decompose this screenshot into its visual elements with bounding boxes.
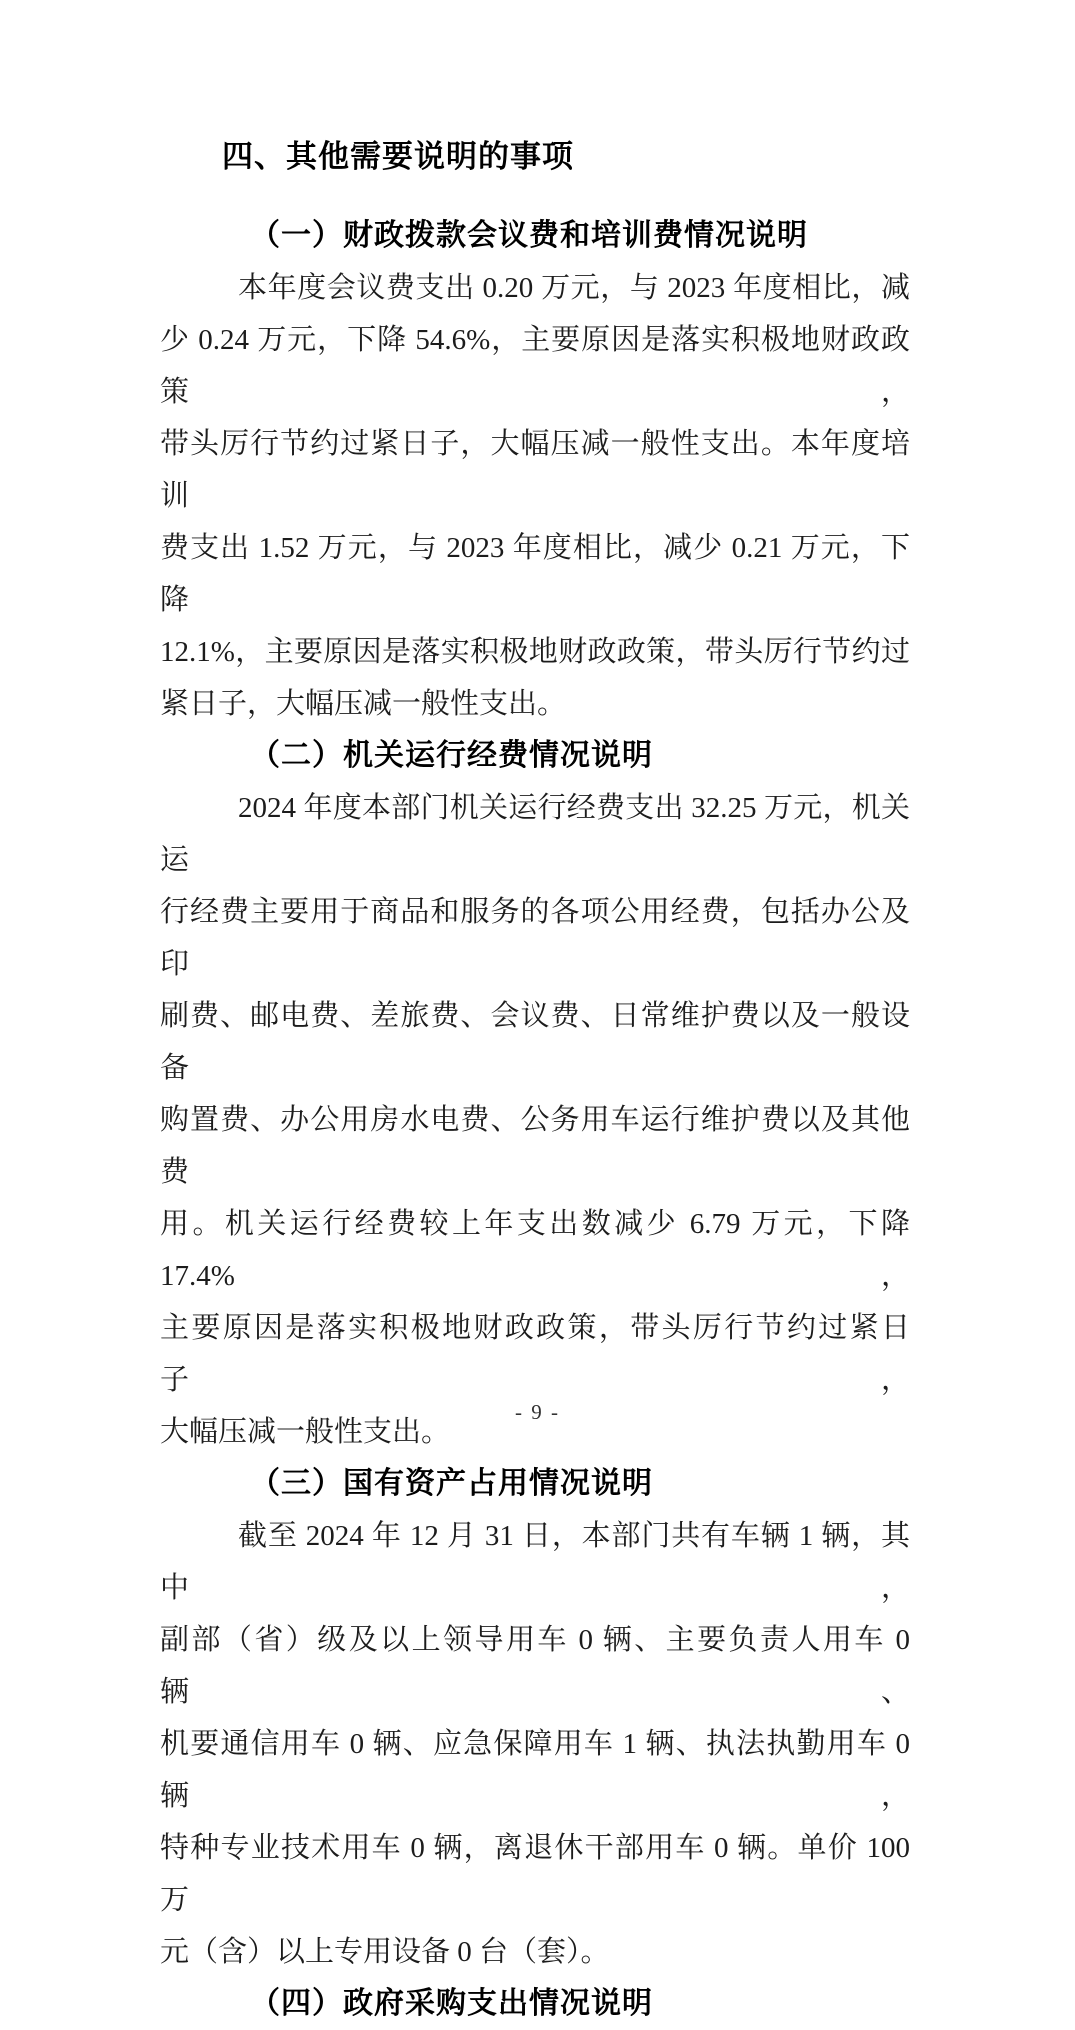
text-line: 带头厉行节约过紧日子，大幅压减一般性支出。本年度培训 bbox=[160, 428, 910, 512]
sections bbox=[160, 210, 910, 2030]
text-line: 行经费主要用于商品和服务的各项公用经费，包括办公及印 bbox=[160, 896, 910, 980]
text-line: 费支出 1.52 万元，与 2023 年度相比，减少 0.21 万元，下降 bbox=[160, 532, 910, 616]
text-line: 特种专业技术用车 0 辆，离退休干部用车 0 辆。单价 100 万 bbox=[160, 1832, 910, 1916]
text-line: 大幅压减一般性支出。 bbox=[160, 1416, 451, 1448]
section-title: （一）财政拨款会议费和培训费情况说明 bbox=[250, 219, 808, 252]
section-title: （三）国有资产占用情况说明 bbox=[250, 1467, 653, 1500]
page-title: 四、其他需要说明的事项 bbox=[222, 139, 574, 174]
text-line: 用。机关运行经费较上年支出数减少 6.79 万元，下降 17.4%， bbox=[160, 1208, 910, 1292]
text-line: 购置费、办公用房水电费、公务用车运行维护费以及其他费 bbox=[160, 1104, 910, 1188]
text-line: 紧日子，大幅压减一般性支出。 bbox=[160, 688, 567, 720]
text-line: 副部（省）级及以上领导用车 0 辆、主要负责人用车 0 辆、 bbox=[160, 1624, 910, 1708]
text-line: 少 0.24 万元，下降 54.6%，主要原因是落实积极地财政政策， bbox=[160, 324, 910, 408]
text-line: 主要原因是落实积极地财政政策，带头厉行节约过紧日子， bbox=[160, 1312, 910, 1396]
section-title: （二）机关运行经费情况说明 bbox=[250, 739, 653, 772]
page-number: - 9 - bbox=[515, 1400, 560, 1424]
text-line: 12.1%，主要原因是落实积极地财政政策，带头厉行节约过 bbox=[160, 636, 910, 668]
text-line: 元（含）以上专用设备 0 台（套）。 bbox=[160, 1936, 610, 1968]
text-line: 2024 年度本部门机关运行经费支出 32.25 万元，机关运 bbox=[160, 792, 910, 876]
text-line: 刷费、邮电费、差旅费、会议费、日常维护费以及一般设备 bbox=[160, 1000, 910, 1084]
text-line: 机要通信用车 0 辆、应急保障用车 1 辆、执法执勤用车 0 辆， bbox=[160, 1728, 910, 1812]
text-line: 截至 2024 年 12 月 31 日，本部门共有车辆 1 辆，其中， bbox=[160, 1520, 910, 1604]
section-title: （四）政府采购支出情况说明 bbox=[250, 1987, 653, 2020]
document-content bbox=[160, 131, 910, 2030]
text-line: 本年度会议费支出 0.20 万元，与 2023 年度相比，减 bbox=[238, 272, 910, 304]
